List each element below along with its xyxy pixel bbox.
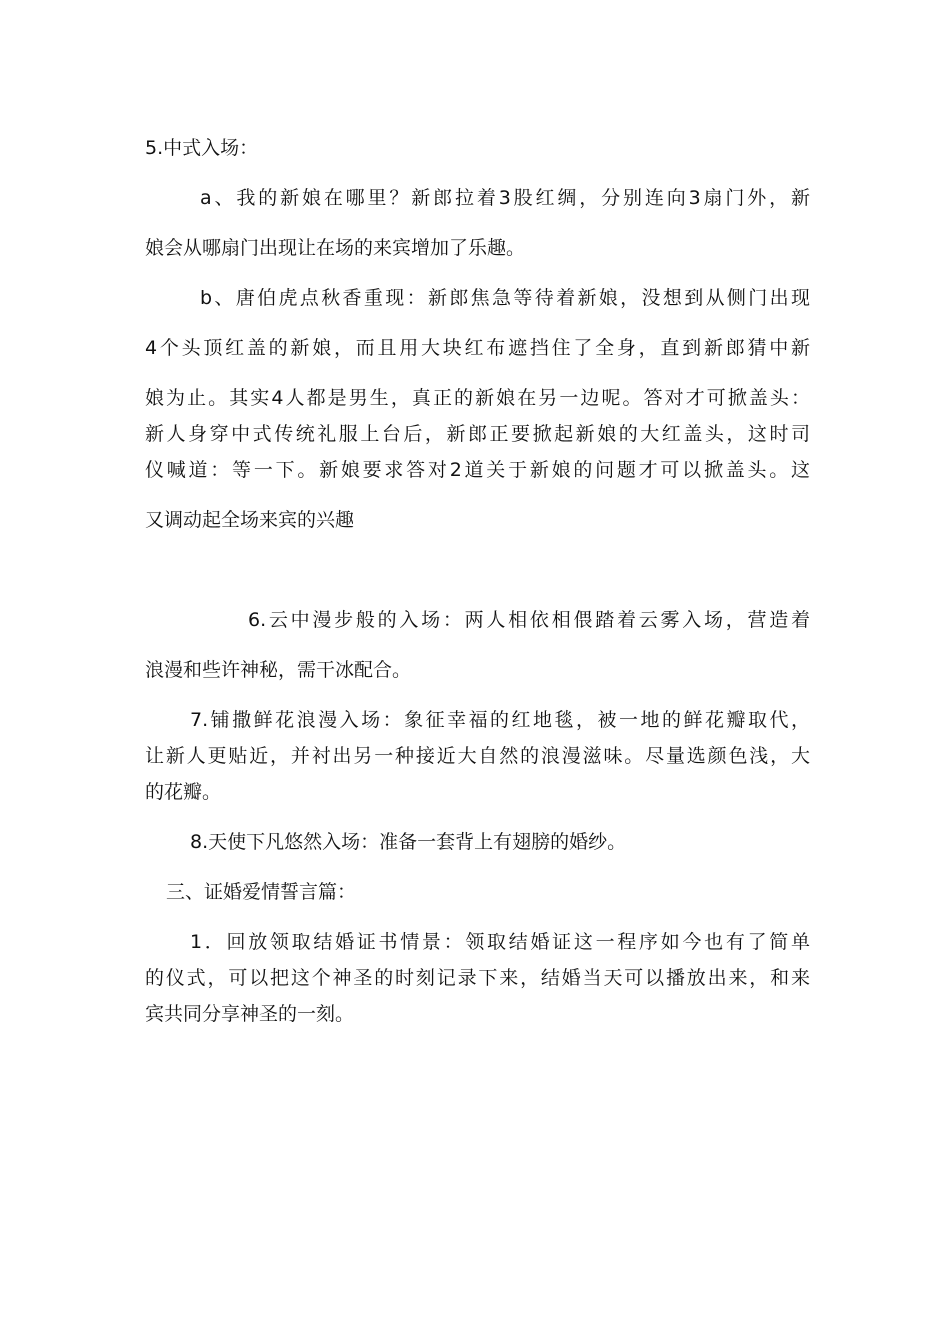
paragraph-a-line-1: a、我的新娘在哪里？新郎拉着3股红绸，分别连向3扇门外，新 bbox=[200, 187, 810, 209]
paragraph-b-line-4: 新人身穿中式传统礼服上台后，新郎正要掀起新娘的大红盖头，这时司 bbox=[145, 423, 810, 445]
paragraph-7-line-2: 让新人更贴近，并衬出另一种接近大自然的浪漫滋味。尽量选颜色浅，大 bbox=[145, 745, 810, 767]
paragraph-6-line-1: 6.云中漫步般的入场：两人相依相偎踏着云雾入场，营造着 bbox=[248, 609, 810, 631]
section-heading-wedding-vows: 三、证婚爱情誓言篇： bbox=[166, 881, 357, 903]
section-heading-chinese-entrance: 5.中式入场： bbox=[145, 137, 259, 159]
paragraph-b-line-6: 又调动起全场来宾的兴趣 bbox=[145, 509, 355, 531]
paragraph-a-line-2: 娘会从哪扇门出现让在场的来宾增加了乐趣。 bbox=[145, 237, 526, 259]
paragraph-b-line-5: 仪喊道：等一下。新娘要求答对2道关于新娘的问题才可以掀盖头。这 bbox=[145, 459, 810, 481]
paragraph-1-line-3: 宾共同分享神圣的一刻。 bbox=[145, 1003, 355, 1025]
paragraph-b-line-3: 娘为止。其实4人都是男生，真正的新娘在另一边呢。答对才可掀盖头： bbox=[145, 387, 810, 409]
paragraph-b-line-2: 4个头顶红盖的新娘，而且用大块红布遮挡住了全身，直到新郎猜中新 bbox=[145, 337, 810, 359]
paragraph-6-line-2: 浪漫和些许神秘，需干冰配合。 bbox=[145, 659, 412, 681]
paragraph-1-line-1: 1．回放领取结婚证书情景：领取结婚证这一程序如今也有了简单 bbox=[190, 931, 810, 953]
paragraph-7-line-3: 的花瓣。 bbox=[145, 781, 222, 803]
paragraph-b-line-1: b、唐伯虎点秋香重现：新郎焦急等待着新娘，没想到从侧门出现 bbox=[200, 287, 810, 309]
paragraph-8-line-1: 8.天使下凡悠然入场：准备一套背上有翅膀的婚纱。 bbox=[190, 831, 627, 853]
paragraph-7-line-1: 7.铺撒鲜花浪漫入场：象征幸福的红地毯，被一地的鲜花瓣取代， bbox=[190, 709, 810, 731]
paragraph-1-line-2: 的仪式，可以把这个神圣的时刻记录下来，结婚当天可以播放出来，和来 bbox=[145, 967, 810, 989]
